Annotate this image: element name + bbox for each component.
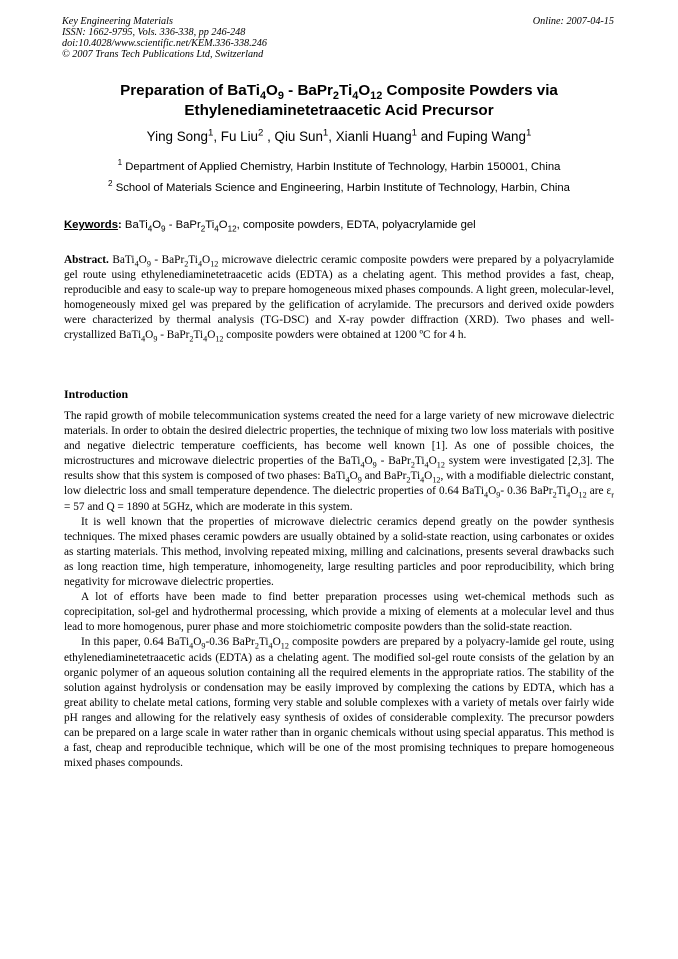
online-date: Online: 2007-04-15 — [532, 16, 614, 27]
title-line-2: Ethylenediaminetetraacetic Acid Precursor — [184, 102, 494, 119]
abstract-label: Abstract. — [64, 254, 109, 266]
section-heading-introduction: Introduction — [64, 387, 129, 401]
keywords-label: Keywords — [64, 219, 118, 231]
issn-line: ISSN: 1662-9795, Vols. 336-338, pp 246-248 — [62, 27, 246, 38]
author-list: Ying Song$^1$, Fu Liu$^2$ , Qiu Sun$^1$, Xianli Huang$^1$ and Fuping Wang$^1$ — [146, 127, 532, 144]
doi-line[interactable]: doi:10.4028/www.scientific.net/KEM.336-338.246 — [62, 38, 267, 49]
intro-paragraph-4: In this paper, 0.64 $BaTi_4O_9-0.36$ $BaPr_2Ti_4O_{12}$ composite powders are prepared by a polyacry-lamide gel route, using ethylenediaminetetraacetic acids (EDTA) as a chelating agent. The modified sol-gel route consists of the gelation by an organic polymer of an aqueous solution containing all the required elements in the appropriate ratios. The stability of the solution against hydrolysis or condensation may be easily improved by complexing the cations by EDTA, which has a great ability to chelate metal cations, forming very stable and soluble complexes with a variety of metals over fairly wide pH ranges and allowing for the relatively easy synthesis of oxides of considerable complexity. The precursor powders can be prepared on a large scale in water rather than in organic chemicals without using special apparatus. This method is a fast, cheap and reproducible technique, which will be one of the most promising techniques to prepare homogeneous mixed phases compounds. — [64, 636, 614, 770]
title-line-1: Preparation of $BaTi_4O_9$ - $BaPr_2Ti_4O_{12}$ Composite Powders via — [120, 82, 558, 103]
affiliation-2: $^2$ School of Materials Science and Engineering, Harbin Institute of Technology, Harbin, China — [108, 179, 570, 194]
journal-header — [62, 16, 267, 60]
intro-paragraph-3: A lot of efforts have been made to find better preparation processes using wet-chemical methods such as coprecipitation, sol-gel and hydrothermal processing, which provide a mixing of elements at a molecular level and thus lead to more homogenous, purer phase and more stoichiometric composite powders than the solid-state reaction. — [64, 591, 614, 634]
abstract-paragraph: Abstract. $BaTi_4O_9$ - $BaPr_2Ti_4O_{12}$ microwave dielectric ceramic composite powders were prepared by a polyacrylamide gel route using ethylenediaminetetraacetic acids (EDTA) as a chelating agent. This method provides a fast, cheap, reproducible and easy to scale-up way to prepare homogeneous mixed phases compounds. A light green, molecular-level, homogeneously mixed gel was prepared by the gelification of acrylamide. The precursors and derived oxide powders were characterized by thermal analysis (TG-DSC) and X-ray powder diffraction (XRD). Two phases and well-crystallized $BaTi_4O_9$ - $BaPr_2Ti_4O_{12}$ composite powders were obtained at 1200 ºC for 4 h. — [64, 254, 615, 344]
copyright-line: © 2007 Trans Tech Publications Ltd, Switzerland — [62, 49, 264, 60]
intro-paragraph-1: The rapid growth of mobile telecommunication systems created the need for a large variety of new microwave dielectric materials. In order to obtain the desired dielectric properties, the technique of mixing two low loss materials with positive and negative dielectric temperature coefficients, has become well known [1]. As one of possible choices, the microstructures and microwave dielectric properties of the $BaTi_4O_9$ - $BaPr_2Ti_4O_{12}$ system were investigated [2,3]. The results show that this system is composed of two phases: $BaTi_4O_9$ and $BaPr_2Ti_4O_{12}$, with a modifiable dielectric constant, low dielectric loss and small temperature dependence. The dielectric properties of 0.64 $BaTi_4O_9-$ 0.36 $BaPr_2Ti_4O_{12}$ are $\varepsilon_r = 57$ and Q = 1890 at 5GHz, which are moderate in this system. — [64, 410, 615, 513]
paper-title — [60, 81, 618, 121]
keywords-line: Keywords: $BaTi_4O_9$ - $BaPr_2Ti_4O_{12}$, composite powders, EDTA, polyacrylamide gel — [64, 219, 476, 234]
intro-paragraph-2: It is well known that the properties of microwave dielectric ceramics depend greatly on the powder synthesis techniques. The mixed phases ceramic powders are usually obtained by a solid-state reaction, using carbonates or oxides as starting materials. This method, involving repeated mixing, milling and calcinations, presents several drawbacks such as long reaction time, high temperature, inhomogeneity, large resulting particles and poor reproducibility, which bring negativity for microwave dielectric properties. — [64, 515, 614, 589]
journal-name: Key Engineering Materials — [62, 16, 173, 27]
introduction-body — [64, 409, 614, 771]
affiliation-1: $^1$ Department of Applied Chemistry, Harbin Institute of Technology, Harbin 150001, China — [117, 158, 561, 173]
